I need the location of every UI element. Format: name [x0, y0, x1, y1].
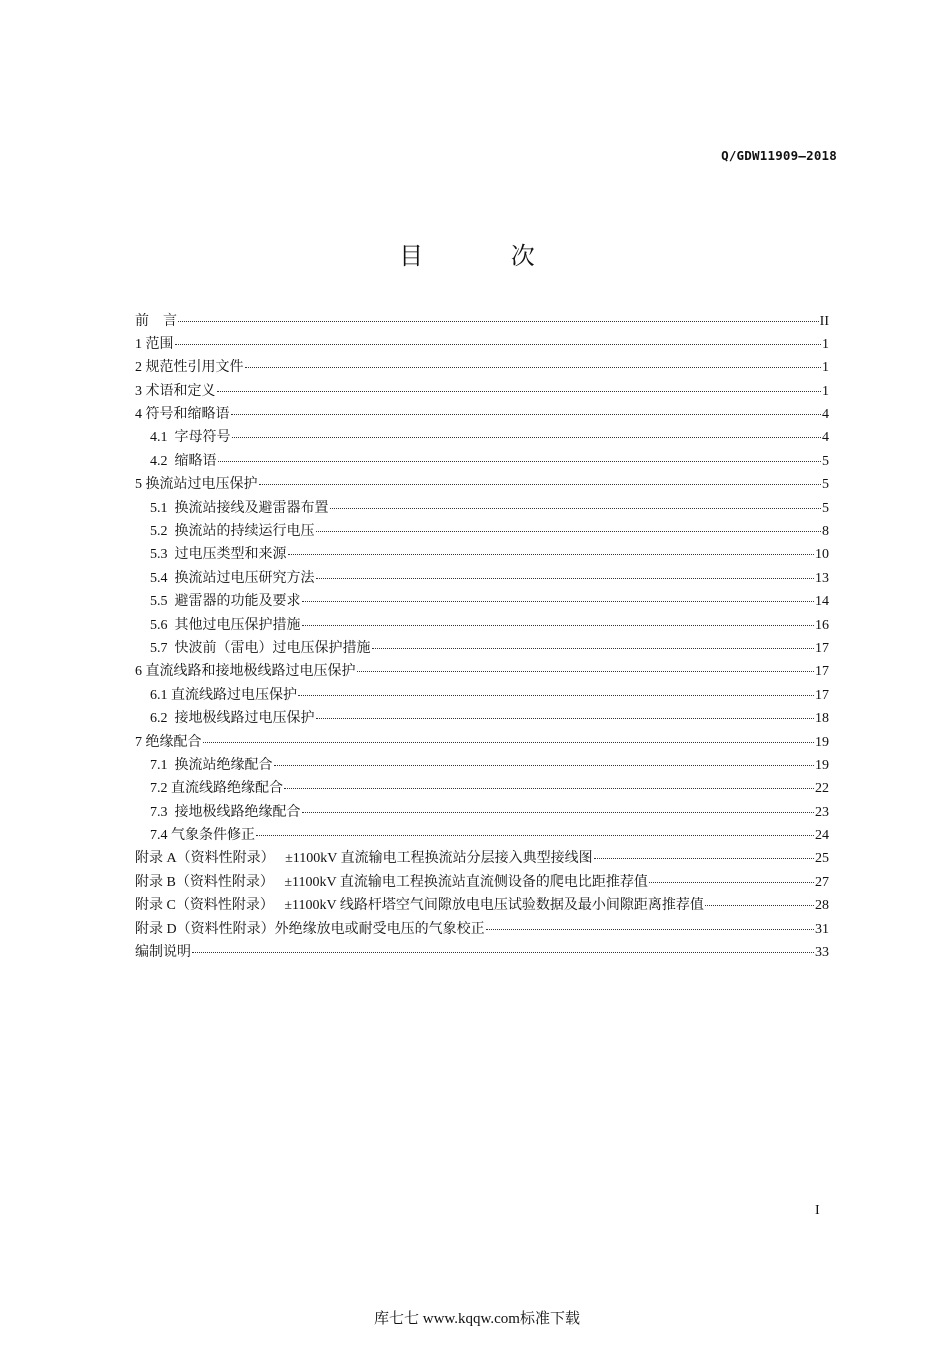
toc-entry-page: II [819, 313, 829, 329]
page-title: 目 次 [399, 242, 575, 270]
dot-leader [245, 367, 822, 368]
toc-entry-label: 7 绝缘配合 [135, 734, 202, 750]
dot-leader [232, 437, 822, 438]
toc-entry-label: 2 规范性引用文件 [135, 360, 244, 376]
toc-entry-label: 4 符号和缩略语 [135, 407, 230, 423]
toc-entry-page: 22 [815, 781, 829, 797]
toc-entry[interactable] [135, 356, 829, 379]
dot-leader [192, 952, 814, 953]
toc-entry[interactable] [135, 567, 829, 590]
toc-entry-label: 附录 D（资料性附录）外绝缘放电或耐受电压的气象校正 [135, 921, 485, 937]
toc-entry-page: 1 [822, 383, 829, 399]
toc-entry-page: 5 [822, 453, 829, 469]
toc-entry[interactable] [135, 497, 829, 520]
dot-leader [288, 554, 815, 555]
toc-entry-page: 16 [815, 617, 829, 633]
toc-entry[interactable] [135, 801, 829, 824]
toc-entry-label: 6 直流线路和接地极线路过电压保护 [135, 664, 356, 680]
toc-entry-page: 18 [815, 711, 829, 727]
toc-entry-label: 附录 B（资料性附录） ±1100kV 直流输电工程换流站直流侧设备的爬电比距推荐值 [135, 874, 648, 890]
toc-entry[interactable] [135, 941, 829, 964]
toc-entry[interactable] [135, 543, 829, 566]
toc-entry-label: 附录 A（资料性附录） ±1100kV 直流输电工程换流站分层接入典型接线图 [135, 851, 593, 867]
toc-entry-page: 5 [822, 477, 829, 493]
toc-entry[interactable] [135, 614, 829, 637]
toc-entry-page: 17 [815, 664, 829, 680]
dot-leader [594, 858, 814, 859]
toc-entry-label: 1 范围 [135, 336, 174, 352]
toc-entry-label: 5.2 换流站的持续运行电压 [150, 524, 315, 540]
toc-entry-page: 31 [815, 921, 829, 937]
toc-entry-page: 8 [822, 524, 829, 540]
toc-entry[interactable] [135, 847, 829, 870]
dot-leader [316, 718, 815, 719]
toc-entry-label: 5.3 过电压类型和来源 [150, 547, 287, 563]
toc-entry-label: 6.2 接地极线路过电压保护 [150, 711, 315, 727]
toc-entry[interactable] [135, 871, 829, 894]
toc-entry-page: 27 [815, 874, 829, 890]
toc-entry[interactable] [135, 707, 829, 730]
toc-entry[interactable] [135, 637, 829, 660]
dot-leader [316, 578, 815, 579]
toc-entry-label: 7.4 气象条件修正 [150, 828, 255, 844]
dot-leader [302, 625, 815, 626]
toc-entry-page: 4 [822, 407, 829, 423]
toc-entry-label: 5.5 避雷器的功能及要求 [150, 594, 301, 610]
toc-entry[interactable] [135, 310, 829, 333]
toc-entry[interactable] [135, 333, 829, 356]
toc-entry-page: 10 [815, 547, 829, 563]
dot-leader [274, 765, 815, 766]
toc-entry[interactable] [135, 894, 829, 917]
dot-leader [175, 344, 822, 345]
footer-text: 库七七 www.kqqw.com标准下载 [374, 1311, 580, 1327]
toc-entry-page: 28 [815, 898, 829, 914]
toc-entry-page: 17 [815, 687, 829, 703]
dot-leader [330, 508, 822, 509]
toc-entry-label: 5.7 快波前（雷电）过电压保护措施 [150, 640, 371, 656]
toc-entry-page: 5 [822, 500, 829, 516]
dot-leader [357, 671, 815, 672]
dot-leader [178, 321, 819, 322]
toc-entry-label: 5 换流站过电压保护 [135, 477, 258, 493]
toc-entry-label: 5.6 其他过电压保护措施 [150, 617, 301, 633]
dot-leader [284, 788, 814, 789]
toc-entry-page: 25 [815, 851, 829, 867]
toc-entry-page: 17 [815, 640, 829, 656]
dot-leader [302, 601, 815, 602]
dot-leader [231, 414, 822, 415]
dot-leader [649, 882, 814, 883]
toc-entry[interactable] [135, 824, 829, 847]
toc-entry[interactable] [135, 918, 829, 941]
toc-entry-page: 23 [815, 804, 829, 820]
toc-entry[interactable] [135, 426, 829, 449]
dot-leader [203, 742, 815, 743]
standard-code: Q/GDW11909—2018 [721, 148, 837, 163]
toc-entry-label: 附录 C（资料性附录） ±1100kV 线路杆塔空气间隙放电电压试验数据及最小间隙距离推荐值 [135, 898, 704, 914]
dot-leader [316, 531, 822, 532]
toc-entry-page: 19 [815, 757, 829, 773]
toc-entry-label: 前 言 [135, 313, 177, 329]
dot-leader [372, 648, 815, 649]
dot-leader [259, 484, 822, 485]
toc-entry-page: 1 [822, 336, 829, 352]
toc-entry[interactable] [135, 403, 829, 426]
toc-entry-label: 5.4 换流站过电压研究方法 [150, 570, 315, 586]
toc-entry-page: 14 [815, 594, 829, 610]
toc-entry[interactable] [135, 684, 829, 707]
toc-entry-label: 4.2 缩略语 [150, 453, 217, 469]
dot-leader [217, 391, 822, 392]
toc-entry[interactable] [135, 450, 829, 473]
dot-leader [298, 695, 814, 696]
toc-entry-label: 编制说明 [135, 945, 191, 961]
toc-entry[interactable] [135, 520, 829, 543]
toc-entry-page: 1 [822, 360, 829, 376]
toc-entry-label: 5.1 换流站接线及避雷器布置 [150, 500, 329, 516]
toc-entry[interactable] [135, 473, 829, 496]
toc-entry-label: 7.1 换流站绝缘配合 [150, 757, 273, 773]
dot-leader [705, 905, 814, 906]
dot-leader [302, 812, 815, 813]
toc-entry-page: 4 [822, 430, 829, 446]
dot-leader [218, 461, 822, 462]
toc-entry[interactable] [135, 731, 829, 754]
table-of-contents [135, 310, 829, 965]
toc-entry-label: 4.1 字母符号 [150, 430, 231, 446]
toc-entry-label: 7.2 直流线路绝缘配合 [150, 781, 283, 797]
toc-entry-page: 19 [815, 734, 829, 750]
toc-entry[interactable] [135, 380, 829, 403]
toc-entry[interactable] [135, 660, 829, 683]
toc-entry-page: 24 [815, 828, 829, 844]
dot-leader [486, 929, 814, 930]
page-number: I [815, 1203, 820, 1218]
toc-entry-page: 13 [815, 570, 829, 586]
toc-entry-page: 33 [815, 945, 829, 961]
toc-entry[interactable] [135, 590, 829, 613]
toc-entry[interactable] [135, 777, 829, 800]
toc-entry-label: 6.1 直流线路过电压保护 [150, 687, 297, 703]
toc-entry[interactable] [135, 754, 829, 777]
toc-entry-label: 7.3 接地极线路绝缘配合 [150, 804, 301, 820]
dot-leader [256, 835, 814, 836]
toc-entry-label: 3 术语和定义 [135, 383, 216, 399]
